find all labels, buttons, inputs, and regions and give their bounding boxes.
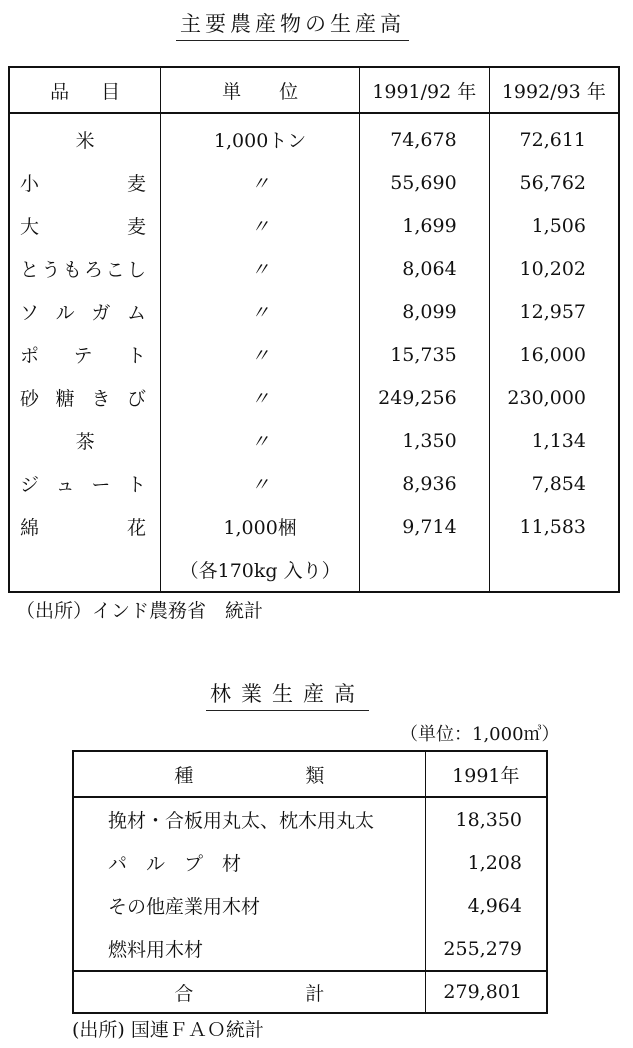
table-row <box>73 841 547 884</box>
value-1991-cell: 74,678 <box>359 113 489 161</box>
agri-production-table <box>8 66 620 593</box>
unit-cell: 1,000トン <box>161 113 360 161</box>
table1-title: 主要農産物の生産高 <box>176 8 409 41</box>
value-1991-cell: 15,735 <box>359 333 489 376</box>
total-value: 279,801 <box>425 971 547 1013</box>
header-item: 品 目 <box>9 67 161 113</box>
value-1991-cell: 1,699 <box>359 204 489 247</box>
unit-cell: 〃 <box>161 462 360 505</box>
table2-unit-note: （単位：1,000㎥） <box>400 724 560 745</box>
table1-source: （出所）インド農務省 統計 <box>16 600 264 622</box>
table1-header-row <box>9 67 619 113</box>
table-row <box>9 204 619 247</box>
value-1992-cell: 16,000 <box>489 333 619 376</box>
value-1992-cell: 7,854 <box>489 462 619 505</box>
unit-cell: 〃 <box>161 204 360 247</box>
header-year-1992: 1992/93 年 <box>489 67 619 113</box>
table-row <box>9 376 619 419</box>
unit-note-cell: （各170kg 入り） <box>161 548 360 592</box>
total-row <box>73 971 547 1013</box>
unit-cell: 〃 <box>161 419 360 462</box>
total-label: 合 計 <box>73 971 425 1013</box>
unit-cell: 〃 <box>161 247 360 290</box>
value-1991-cell: 55,690 <box>359 161 489 204</box>
table-row <box>9 333 619 376</box>
header-year: 1991年 <box>425 751 547 797</box>
kind-cell: その他産業用木材 <box>73 884 425 927</box>
table-row-note <box>9 548 619 592</box>
table-row <box>9 505 619 548</box>
value-1992-cell: 1,134 <box>489 419 619 462</box>
item-cell: 小 麦 <box>9 161 161 204</box>
value-1992-cell: 10,202 <box>489 247 619 290</box>
kind-cell: 挽材・合板用丸太、枕木用丸太 <box>73 797 425 841</box>
item-cell: ポ テ ト <box>9 333 161 376</box>
table-row <box>9 419 619 462</box>
table-row <box>9 462 619 505</box>
value-1992-cell: 1,506 <box>489 204 619 247</box>
unit-cell: 〃 <box>161 161 360 204</box>
header-unit: 単 位 <box>161 67 360 113</box>
value-cell: 1,208 <box>425 841 547 884</box>
value-1992-cell: 72,611 <box>489 113 619 161</box>
item-cell: 米 <box>9 113 161 161</box>
item-cell: ソ ル ガ ム <box>9 290 161 333</box>
table2-source: (出所) 国連ＦＡＯ統計 <box>72 1019 264 1041</box>
unit-cell: 〃 <box>161 333 360 376</box>
table-row <box>9 161 619 204</box>
item-cell: 綿 花 <box>9 505 161 548</box>
unit-cell: 〃 <box>161 376 360 419</box>
value-cell: 18,350 <box>425 797 547 841</box>
value-1991-cell: 249,256 <box>359 376 489 419</box>
item-cell: ジ ュ ー ト <box>9 462 161 505</box>
value-1991-cell: 8,936 <box>359 462 489 505</box>
value-1992-cell: 230,000 <box>489 376 619 419</box>
table-row <box>9 113 619 161</box>
forestry-production-table <box>72 750 548 1014</box>
header-year-1991: 1991/92 年 <box>359 67 489 113</box>
unit-cell: 〃 <box>161 290 360 333</box>
kind-cell: 燃料用木材 <box>73 927 425 971</box>
item-cell: 砂 糖 き び <box>9 376 161 419</box>
table-row <box>73 884 547 927</box>
value-1992-cell: 12,957 <box>489 290 619 333</box>
item-cell: と う も ろ こ し <box>9 247 161 290</box>
header-kind: 種 類 <box>73 751 425 797</box>
value-cell: 4,964 <box>425 884 547 927</box>
item-cell: 茶 <box>9 419 161 462</box>
table-row <box>73 797 547 841</box>
table2-title: 林業生産高 <box>206 678 369 711</box>
kind-cell: パ ル プ 材 <box>73 841 425 884</box>
table2-header-row <box>73 751 547 797</box>
table-row <box>9 247 619 290</box>
value-1991-cell: 1,350 <box>359 419 489 462</box>
value-1991-cell: 8,099 <box>359 290 489 333</box>
value-cell: 255,279 <box>425 927 547 971</box>
unit-cell: 1,000梱 <box>161 505 360 548</box>
value-1992-cell: 56,762 <box>489 161 619 204</box>
value-1991-cell: 8,064 <box>359 247 489 290</box>
value-1992-cell: 11,583 <box>489 505 619 548</box>
item-cell: 大 麦 <box>9 204 161 247</box>
table-row <box>73 927 547 971</box>
value-1991-cell: 9,714 <box>359 505 489 548</box>
table-row <box>9 290 619 333</box>
